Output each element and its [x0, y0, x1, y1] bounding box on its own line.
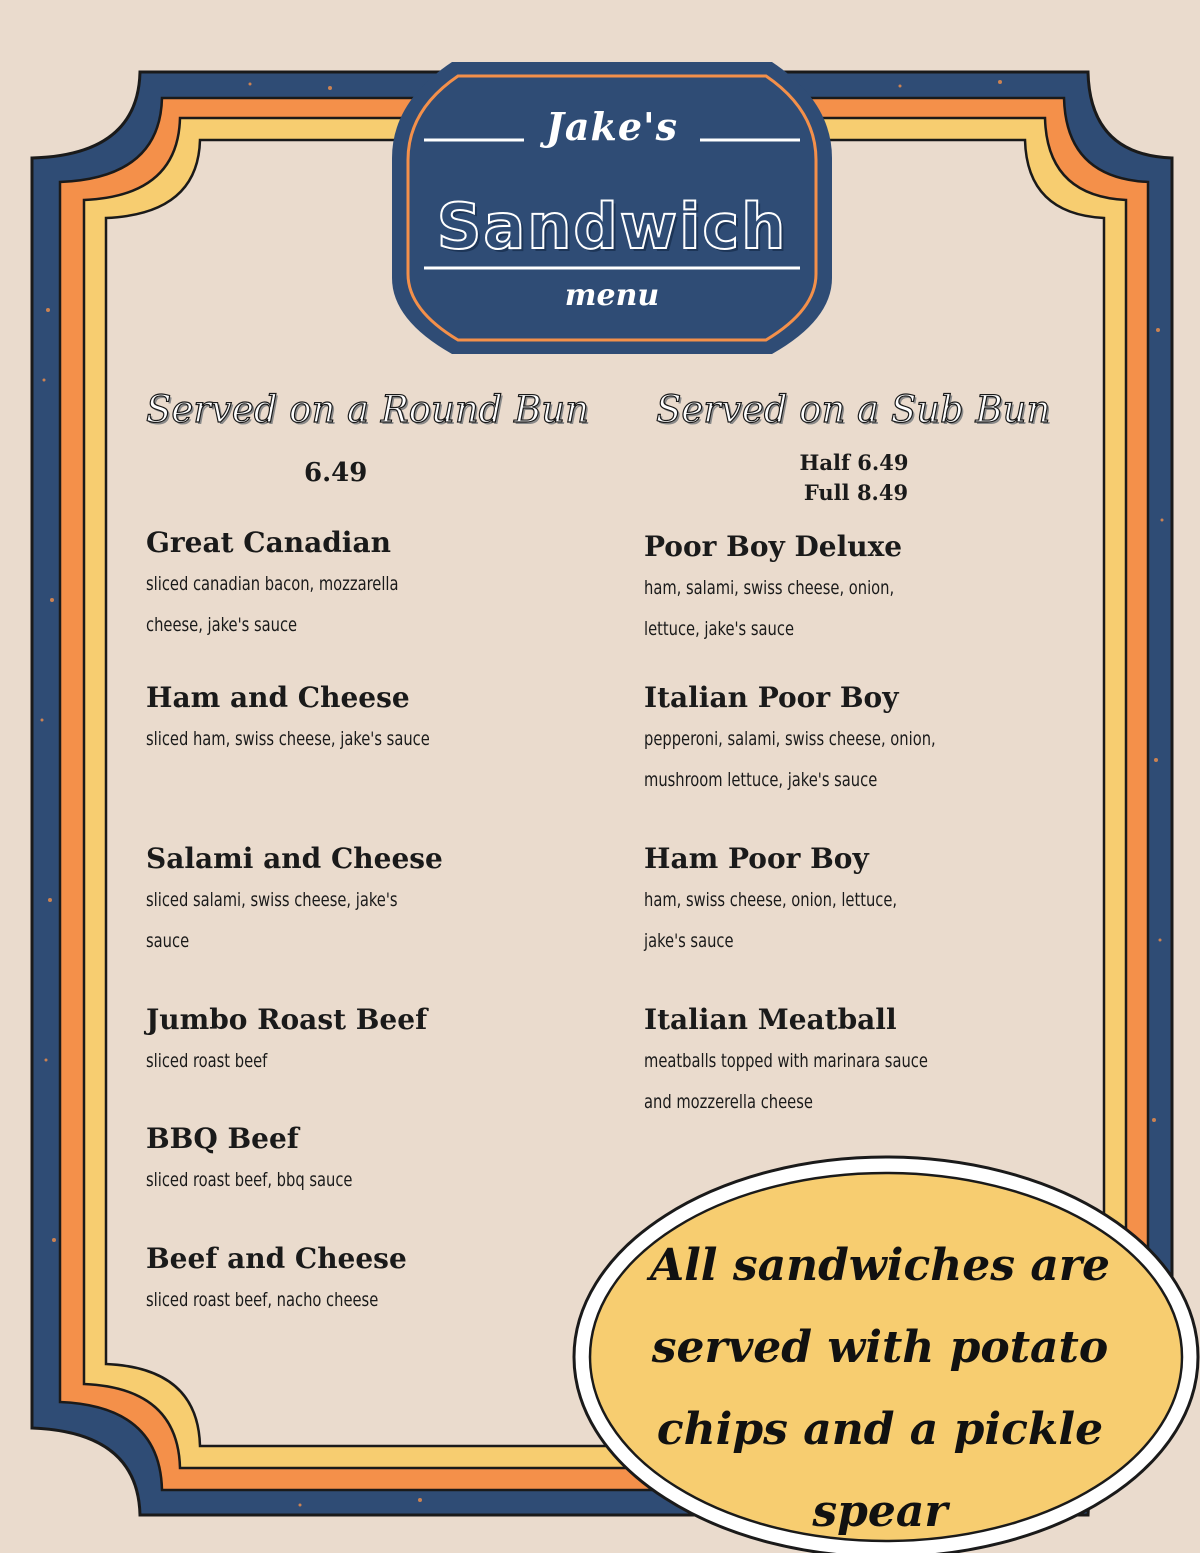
menu-item [644, 530, 944, 650]
note-text: All sandwiches are served with potato chips and a pickle spear [649, 1240, 1111, 1537]
menu-item [146, 1003, 446, 1082]
sub-bun-price-half: Half 6.49 [799, 450, 909, 475]
menu-item [146, 842, 446, 962]
menu-item [146, 681, 446, 760]
item-name: Ham Poor Boy [644, 842, 869, 875]
item-description: sliced roast beef [146, 1050, 268, 1072]
sub-bun-price-full: Full 8.49 [803, 480, 909, 505]
item-description: ham, salami, swiss cheese, onion, lettuce, jake's sauce [644, 577, 895, 640]
item-description: sliced ham, swiss cheese, jake's sauce [146, 728, 430, 750]
round-bun-price: 6.49 [304, 458, 368, 488]
item-description: sliced roast beef, bbq sauce [146, 1169, 353, 1191]
menu-item [146, 1122, 446, 1201]
header-subtitle: menu [564, 278, 660, 313]
header-title: Sandwich [436, 190, 788, 263]
menu-item [146, 526, 446, 646]
sub-bun-section-title: Served on a Sub Bun [656, 388, 1051, 431]
item-name: Beef and Cheese [146, 1242, 407, 1275]
item-name: Poor Boy Deluxe [644, 530, 903, 563]
item-name: BBQ Beef [146, 1122, 299, 1155]
menu-item [146, 1242, 446, 1321]
item-description: ham, swiss cheese, onion, lettuce, jake's sauce [644, 889, 898, 952]
header-top-text: Jake's [545, 104, 679, 149]
item-description: meatballs topped with marinara sauce and mozzerella cheese [644, 1050, 928, 1113]
menu-item [644, 1003, 944, 1123]
item-description: sliced salami, swiss cheese, jake's sauce [146, 889, 398, 952]
menu-item [644, 842, 944, 962]
header-badge [392, 62, 832, 354]
item-name: Salami and Cheese [146, 842, 443, 875]
item-name: Italian Poor Boy [644, 681, 899, 714]
item-name: Italian Meatball [644, 1003, 897, 1036]
menu-item [644, 681, 944, 801]
item-name: Great Canadian [146, 526, 391, 559]
item-description: sliced roast beef, nacho cheese [146, 1289, 379, 1311]
item-name: Jumbo Roast Beef [146, 1003, 428, 1036]
item-name: Ham and Cheese [146, 681, 410, 714]
item-description: sliced canadian bacon, mozzarella cheese, jake's sauce [146, 573, 399, 636]
round-bun-section-title: Served on a Round Bun [146, 388, 589, 431]
item-description: pepperoni, salami, swiss cheese, onion, mushroom lettuce, jake's sauce [644, 728, 936, 791]
